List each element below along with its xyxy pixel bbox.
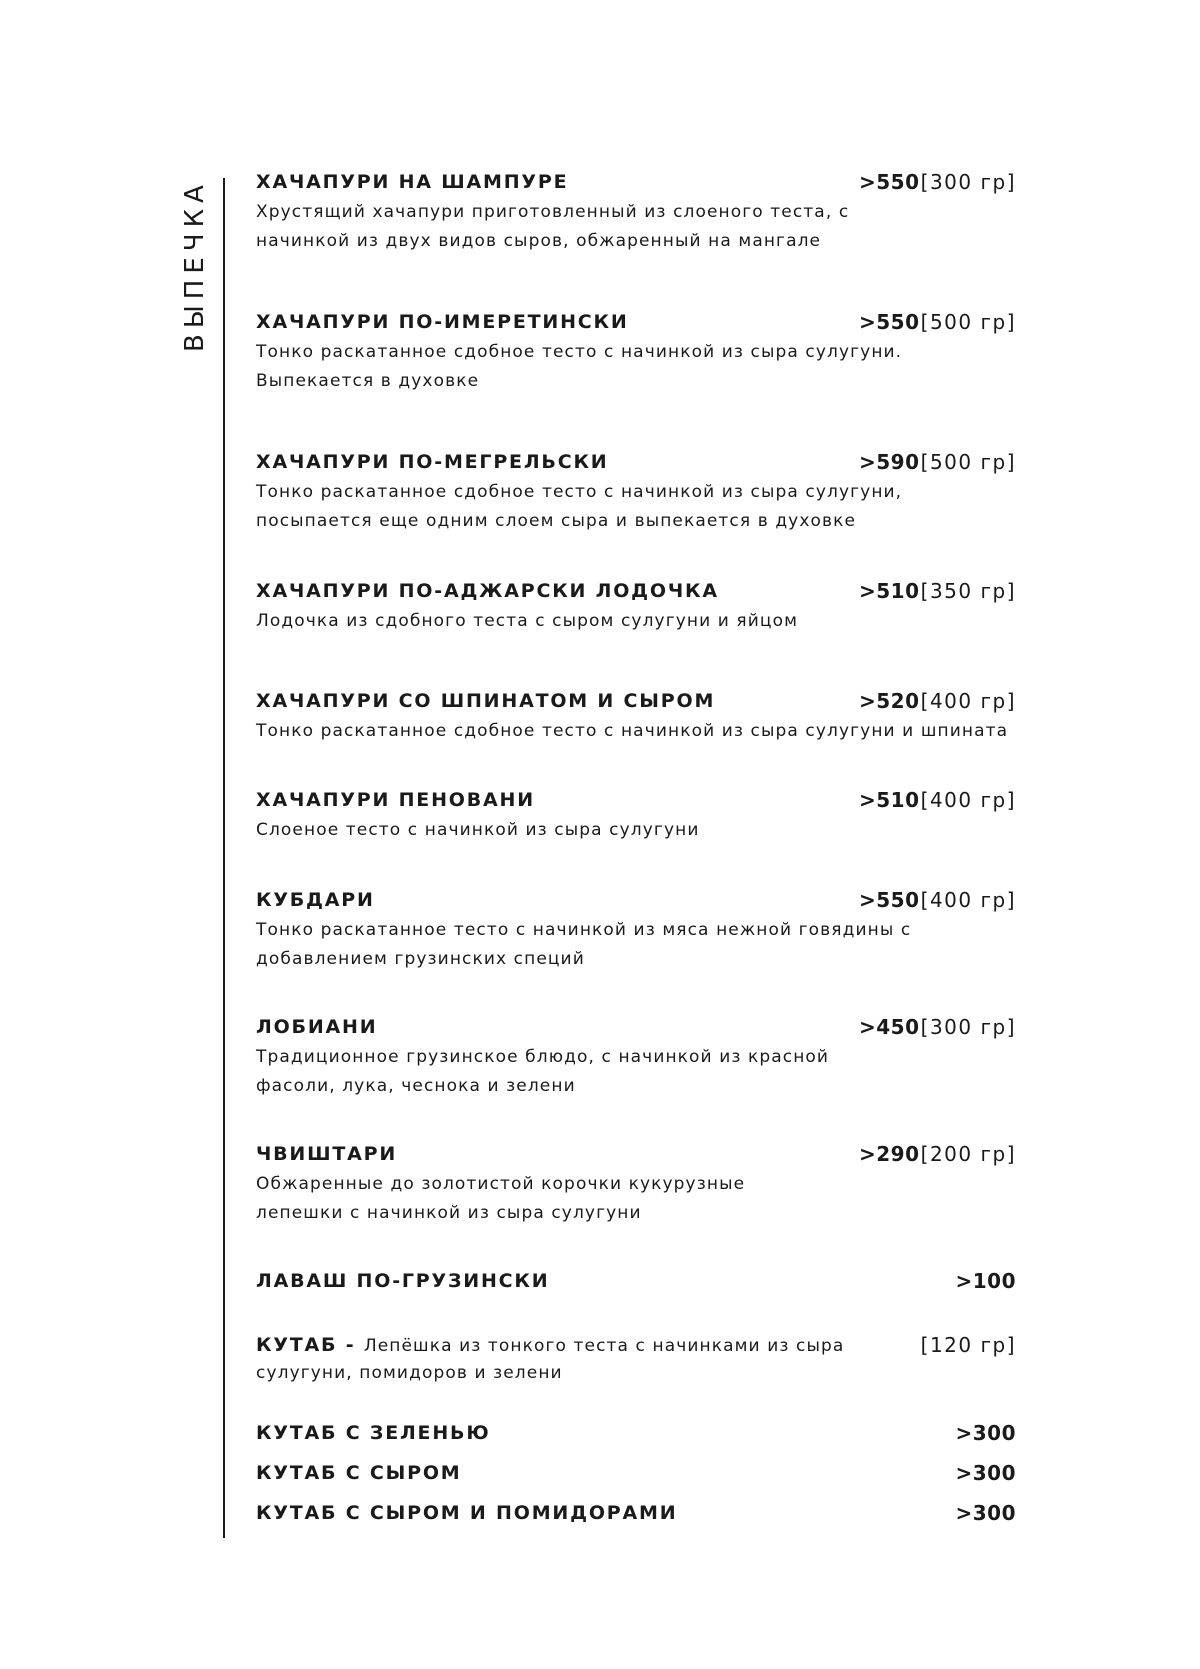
item-name: ХАЧАПУРИ ПО-МЕГРЕЛЬСКИ [256,451,609,473]
kutab-variant [256,1417,1016,1449]
kutab-variant [256,1497,1016,1529]
item-weight: [200 гр] [920,1142,1016,1166]
item-description: Лодочка из сдобного теста с сыром сулугуни и яйцом [256,611,798,631]
item-price: >520 [859,689,920,713]
menu-item [256,166,1016,256]
item-price: >300 [955,1501,1016,1525]
item-price: >100 [955,1269,1016,1293]
item-weight: [350 гр] [920,579,1016,603]
item-name: КУТАБ [256,1334,338,1356]
item-weight: [300 гр] [920,1015,1016,1039]
item-name: ХАЧАПУРИ ПО-ИМЕРЕТИНСКИ [256,311,629,333]
menu-item [256,685,1016,746]
item-name: ХАЧАПУРИ НА ШАМПУРЕ [256,171,569,193]
item-name: КУТАБ С СЫРОМ [256,1462,462,1484]
item-name: ХАЧАПУРИ ПО-АДЖАРСКИ ЛОДОЧКА [256,580,719,602]
item-description: Тонко раскатанное сдобное тесто с начинкой из сыра сулугуни и шпината [256,721,1009,741]
item-weight: [400 гр] [920,788,1016,812]
item-name: ХАЧАПУРИ ПЕНОВАНИ [256,789,535,811]
item-name: ХАЧАПУРИ СО ШПИНАТОМ И СЫРОМ [256,690,716,712]
item-description: Тонко раскатанное тесто с начинкой из мяса нежной говядины с добавлением грузинских специй [256,920,912,969]
kutab-separator: - [337,1334,364,1356]
item-price: >590 [859,450,920,474]
item-description: Хрустящий хачапури приготовленный из слоеного теста, с начинкой из двух видов сыров, обжаренный на мангале [256,202,850,251]
item-price: >510 [859,579,920,603]
item-name: КУТАБ С ЗЕЛЕНЬЮ [256,1422,491,1444]
item-name: КУТАБ С СЫРОМ И ПОМИДОРАМИ [256,1502,678,1524]
item-description: Обжаренные до золотистой корочки кукурузные лепешки с начинкой из сыра сулугуни [256,1174,746,1223]
item-name: ЧВИШТАРИ [256,1143,398,1165]
section-divider-line [223,178,225,1538]
menu-item [256,1011,1016,1101]
item-weight: [120 гр] [920,1333,1016,1357]
item-name: КУБДАРИ [256,889,375,911]
item-description: Традиционное грузинское блюдо, с начинкой из красной фасоли, лука, чеснока и зелени [256,1047,830,1096]
menu-item [256,446,1016,536]
menu-item-kutab [256,1332,1016,1387]
item-weight: [400 гр] [920,888,1016,912]
kutab-variant [256,1457,1016,1489]
section-title: ВЫПЕЧКА [180,179,210,352]
item-description: Тонко раскатанное сдобное тесто с начинкой из сыра сулугуни. Выпекается в духовке [256,342,903,391]
item-price: >550 [859,310,920,334]
item-description: Лепёшка из тонкого теста с начинками из сыра сулугуни, помидоров и зелени [256,1336,845,1383]
item-weight: [400 гр] [920,689,1016,713]
item-weight: [300 гр] [920,170,1016,194]
item-price: >300 [955,1461,1016,1485]
menu-item-lavash [256,1265,1016,1297]
item-weight: [500 гр] [920,310,1016,334]
item-weight: [500 гр] [920,450,1016,474]
item-price: >450 [859,1015,920,1039]
item-price: >510 [859,788,920,812]
item-description: Тонко раскатанное сдобное тесто с начинкой из сыра сулугуни, посыпается еще одним слоем сыра и выпекается в духовке [256,482,903,531]
menu-item [256,1138,1016,1228]
menu-item [256,884,1016,974]
menu-item [256,784,1016,845]
item-price: >550 [859,170,920,194]
item-price: >290 [859,1142,920,1166]
item-price: >550 [859,888,920,912]
item-name: ЛАВАШ ПО-ГРУЗИНСКИ [256,1270,550,1292]
menu-item [256,575,1016,636]
menu-item [256,306,1016,396]
kutab-text [256,1332,886,1387]
item-name: ЛОБИАНИ [256,1016,378,1038]
item-price: >300 [955,1421,1016,1445]
item-description: Слоеное тесто с начинкой из сыра сулугуни [256,820,700,840]
